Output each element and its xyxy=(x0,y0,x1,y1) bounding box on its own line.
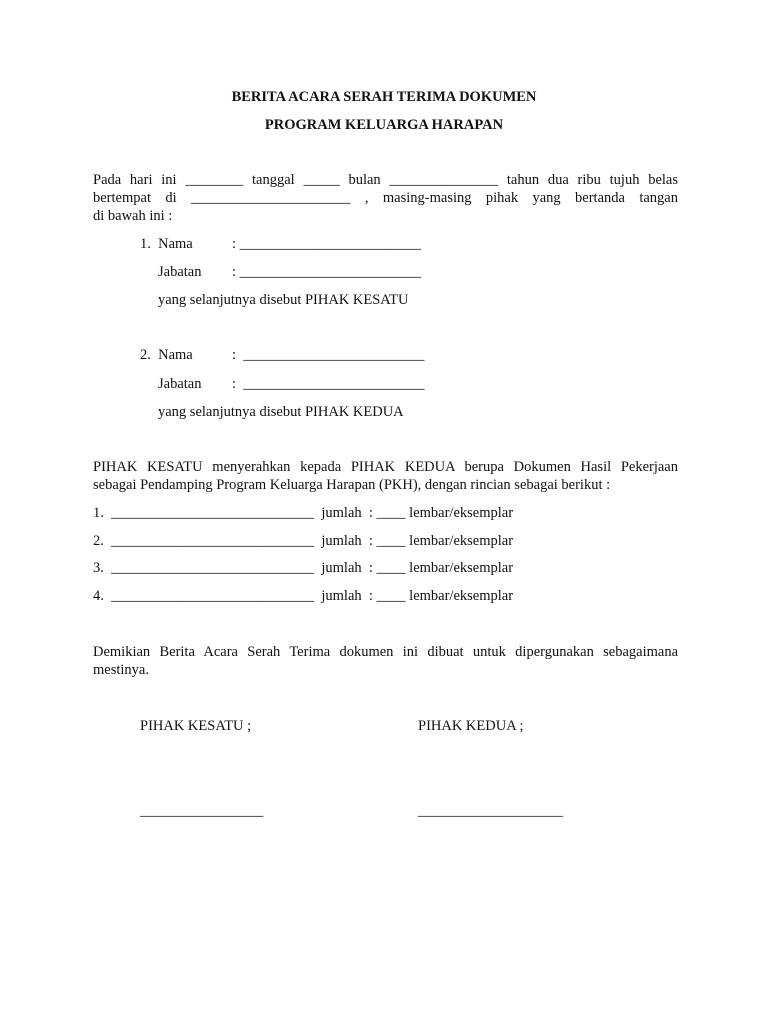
party1-nama-field: : _________________________ xyxy=(232,236,421,252)
party2-nama-field: : _________________________ xyxy=(232,347,425,363)
intro-line-1: Pada hari ini ________ tanggal _____ bulan _______________ tahun dua ribu tujuh belas xyxy=(93,172,678,188)
document-title: BERITA ACARA SERAH TERIMA DOKUMEN xyxy=(231,89,537,105)
party2-jabatan-field: : _________________________ xyxy=(232,376,425,392)
party2-nama-label: 2. Nama xyxy=(140,347,193,363)
item-row: 4. ____________________________ jumlah : ____ lembar/eksemplar xyxy=(93,588,514,604)
closing-line-1: Demikian Berita Acara Serah Terima dokumen ini dibuat untuk dipergunakan sebagaimana xyxy=(93,644,678,660)
item-row: 1. ____________________________ jumlah : ____ lembar/eksemplar xyxy=(93,505,514,521)
closing-line-2: mestinya. xyxy=(93,662,149,678)
party1-jabatan-label: Jabatan xyxy=(158,264,202,280)
signature-label-left: PIHAK KESATU ; xyxy=(140,718,252,734)
party1-designation: yang selanjutnya disebut PIHAK KESATU xyxy=(158,292,409,308)
item-row: 2. ____________________________ jumlah : ____ lembar/eksemplar xyxy=(93,533,514,549)
party1-nama-label: 1. Nama xyxy=(140,236,193,252)
document-subtitle: PROGRAM KELUARGA HARAPAN xyxy=(264,117,504,133)
intro-line-2: bertempat di ______________________ , masing-masing pihak yang bertanda tangan xyxy=(93,190,678,206)
intro-line-3: di bawah ini : xyxy=(93,208,173,224)
signature-label-right: PIHAK KEDUA ; xyxy=(418,718,524,734)
signature-line-left: _________________ xyxy=(140,803,264,819)
handover-line-2: sebagai Pendamping Program Keluarga Harapan (PKH), dengan rincian sebagai berikut : xyxy=(93,477,611,493)
item-row: 3. ____________________________ jumlah : ____ lembar/eksemplar xyxy=(93,560,514,576)
party1-jabatan-field: : _________________________ xyxy=(232,264,421,280)
party2-designation: yang selanjutnya disebut PIHAK KEDUA xyxy=(158,404,404,420)
signature-line-right: ____________________ xyxy=(418,803,563,819)
handover-line-1: PIHAK KESATU menyerahkan kepada PIHAK KEDUA berupa Dokumen Hasil Pekerjaan xyxy=(93,459,678,475)
party2-jabatan-label: Jabatan xyxy=(158,376,202,392)
